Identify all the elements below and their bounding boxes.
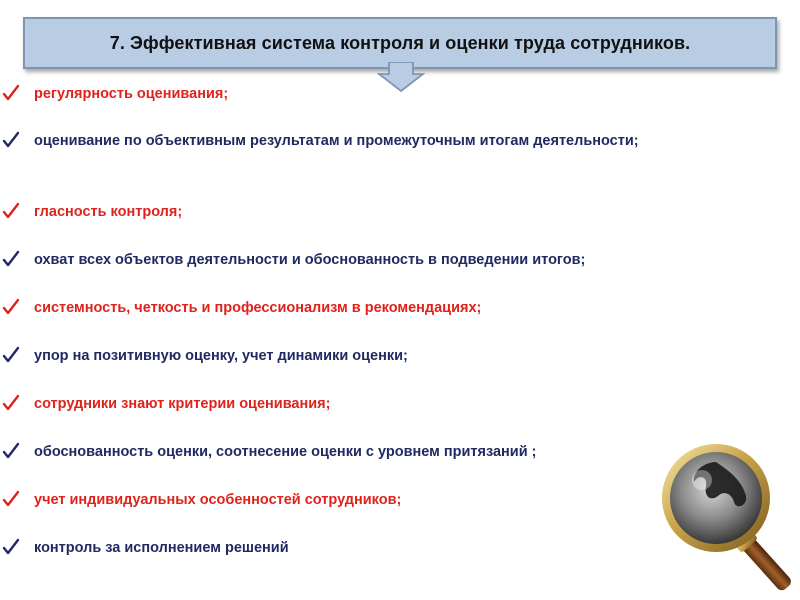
bullet-text: регулярность оценивания; [34, 86, 229, 102]
bullet-text: обоснованность оценки, соотнесение оценки с уровнем притязаний ; [34, 444, 537, 460]
bullet-text: сотрудники знают критерии оценивания; [34, 396, 331, 412]
bullet-text: системность, четкость и профессионализм в рекомендациях; [34, 300, 482, 316]
navy-checkmark-icon [2, 346, 20, 364]
red-checkmark-icon [2, 84, 20, 102]
red-checkmark-icon [2, 298, 20, 316]
red-checkmark-icon [2, 490, 20, 508]
navy-checkmark-icon [2, 131, 20, 149]
bullet-text: гласность контроля; [34, 204, 183, 220]
bullet-text: упор на позитивную оценку, учет динамики оценки; [34, 348, 408, 364]
slide-title: 7. Эффективная система контроля и оценки труда сотрудников. [109, 32, 691, 53]
bullet-text: охват всех объектов деятельности и обоснованность в подведении итогов; [34, 252, 586, 268]
red-checkmark-icon [2, 202, 20, 220]
bullet-text: учет индивидуальных особенностей сотрудников; [34, 492, 402, 508]
red-checkmark-icon [2, 394, 20, 412]
magnifying-glass-icon [658, 440, 798, 596]
navy-checkmark-icon [2, 442, 20, 460]
navy-checkmark-icon [2, 250, 20, 268]
bullet-text: контроль за исполнением решений [34, 540, 289, 556]
bullet-text: оценивание по объективным результатам и промежуточным итогам деятельности; [34, 133, 639, 149]
navy-checkmark-icon [2, 538, 20, 556]
